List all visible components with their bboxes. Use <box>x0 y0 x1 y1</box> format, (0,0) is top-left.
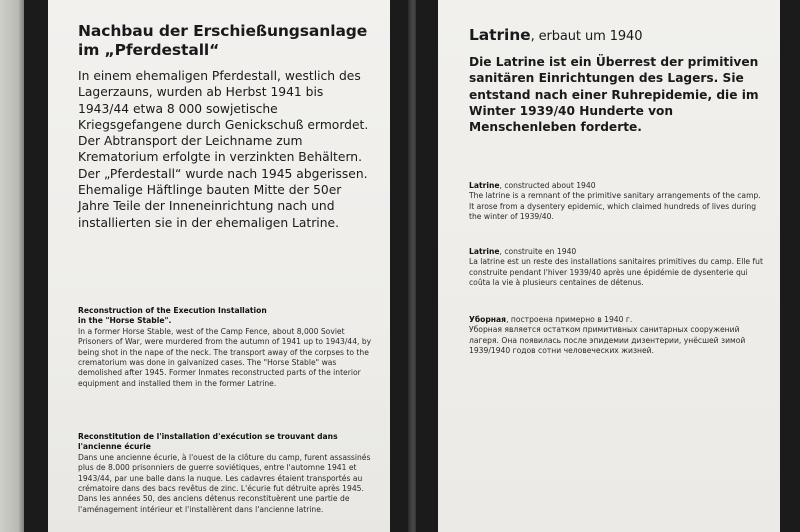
russian-body-right: Уборная является остатком примитивных санитарных сооружений лагеря. Она появилась после эпидемии дизентерии, унёсшей зимой 1939/1940 годов сотни человеческих жизней. <box>469 325 746 356</box>
french-title-left: Reconstitution de l'installation d'exécution se trouvant dans l'ancienne écurie <box>78 432 338 452</box>
russian-title-right: Уборная, построена примерно в 1940 г. <box>469 315 633 324</box>
french-title-right: Latrine, construite en 1940 <box>469 247 577 256</box>
english-section-left <box>78 306 376 389</box>
english-title-left: Reconstruction of the Execution Installation in the "Horse Stable". <box>78 306 267 326</box>
russian-section-right <box>469 315 766 357</box>
german-body-right: Die Latrine ist ein Überrest der primitiven sanitären Einrichtungen des Lagers. Sie entstand nach einer Ruhrepidemie, die im Winter 1939/40 Hunderte von Menschenleben forderte. <box>469 55 759 135</box>
french-section-right <box>469 247 766 289</box>
wall-background <box>0 0 26 532</box>
english-section-right <box>469 181 766 223</box>
german-title-left: Nachbau der Erschießungsanlage im „Pferdestall“ <box>78 22 368 59</box>
german-title-right: Latrine, erbaut um 1940 <box>469 26 643 44</box>
german-body-left: In einem ehemaligen Pferdestall, westlich des Lagerzauns, wurden ab Herbst 1941 bis 1943/44 etwa 8 000 sowjetische Kriegsgefangene durch Genickschuß ermordet. Der Abtransport der Leichname zum Krematorium erfolgte in verzinkten Behältern. Der „Pferdestall“ wurde nach 1945 abgerissen. Ehemalige Häftlinge bauten Mitte der 50er Jahre Teile der Inneneinrichtung nach und installierten sie in der ehemaligen Latrine. <box>78 69 369 230</box>
french-body-right: La latrine est un reste des installations sanitaires primitives du camp. Elle fut construite pendant l'hiver 1939/40 après une épidémie de dysenterie qui coûta la vie à plusieurs centaines de détenus. <box>469 257 763 288</box>
english-body-left: In a former Horse Stable, west of the Camp Fence, about 8,000 Soviet Prisoners of War, were murdered from the autumn of 1941 up to 1943/44, by being shot in the nape of the neck. The transport away of the corpses to the crematorium was done in galvanized cases. The "Horse Stable" was demolished after 1945. Former Inmates reconstructed parts of the interior equipment and installed them in the former Latrine. <box>78 326 372 388</box>
english-body-right: The latrine is a remnant of the primitive sanitary arrangements of the camp. It arose from a dysentery epidemic, which claimed hundreds of lives during the winter of 1939/40. <box>469 191 761 222</box>
german-section-left <box>78 22 376 231</box>
english-title-right: Latrine, constructed about 1940 <box>469 181 596 190</box>
right-sign-panel <box>438 0 780 532</box>
left-sign-panel <box>48 0 390 532</box>
french-section-left <box>78 432 376 515</box>
french-body-left: Dans une ancienne écurie, à l'ouest de la clôture du camp, furent assassinés plus de 8.000 prisonniers de guerre soviétiques, entre l'automne 1941 et 1943/44, par une balle dans la nuque. Les cadavres étaient transportés au crématoire dans des bacs revêtus de zinc. L'écurie fut détruite après 1945. Dans les années 50, des anciens détenus reconstituèrent une partie de l'aménagement intérieur et l'installèrent dans l'ancienne latrine. <box>78 452 371 514</box>
german-section-right <box>469 26 766 135</box>
